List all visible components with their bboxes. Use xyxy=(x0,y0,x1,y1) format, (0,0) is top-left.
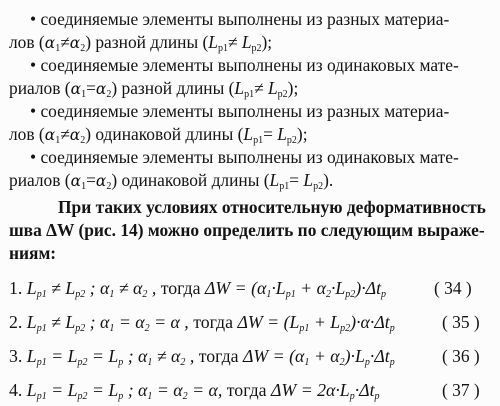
formula-number: 1. xyxy=(9,278,23,298)
formula-number: 2. xyxy=(9,312,23,332)
formula-number: 3. xyxy=(9,346,23,366)
condition-3-line-1: • соединяемые элементы выполнены из разных материа- xyxy=(30,101,450,121)
formula-36 xyxy=(9,345,500,367)
condition-1-line-1: • соединяемые элементы выполнены из разных материа- xyxy=(30,9,450,29)
formula-then: тогда xyxy=(160,278,201,298)
formula-37 xyxy=(9,379,500,401)
formula-then: тогда xyxy=(193,312,233,332)
condition-1-line-2: лов $(\alpha_1\ne\alpha_2)$ разной длины $(L_{p1}\ne L_{p2})$; xyxy=(9,32,273,54)
formula-then: тогда xyxy=(198,346,239,366)
condition-2-line-1: • соединяемые элементы выполнены из одинаковых мате- xyxy=(30,55,459,75)
paragraph-line-1: При таких условиях относительную деформативность xyxy=(58,197,486,217)
formula-then: тогда xyxy=(226,380,267,400)
formula-condition: $L_{p1} \ne L_{p2}$ ; $\alpha_1 \ne \alpha_2$ , xyxy=(26,278,157,300)
equation-number-37: ( 37 ) xyxy=(442,380,480,400)
paragraph-line-2: шва ΔW (рис. 14) можно определить по следующим выраже- xyxy=(9,220,485,240)
formula-expression: $\Delta W = (\alpha_1 + \alpha_2)\cdot L_p\cdot\Delta t_p$ xyxy=(242,346,395,368)
condition-4-line-1: • соединяемые элементы выполнены из одинаковых мате- xyxy=(30,147,459,167)
formula-condition: $L_{p1} \ne L_{p2}$ ; $\alpha_1 = \alpha_2 = \alpha$ , xyxy=(26,312,189,334)
condition-4-line-2: риалов $(\alpha_1=\alpha_2)$ одинаковой длины $(L_{p1}= L_{p2})$. xyxy=(9,170,334,192)
formula-number: 4. xyxy=(9,380,23,400)
equation-number-35: ( 35 ) xyxy=(442,312,480,332)
formula-condition: $L_{p1} = L_{p2} = L_p$ ; $\alpha_1 \ne \alpha_2$ , xyxy=(26,346,195,368)
condition-2-line-2: риалов $(\alpha_1=\alpha_2)$ разной длины $(L_{p1}\ne L_{p2})$; xyxy=(9,78,299,100)
equation-number-34: ( 34 ) xyxy=(434,278,472,298)
formula-expression: $\Delta W = (\alpha_1\cdot L_{p1} + \alpha_2\cdot L_{p2})\cdot\Delta t_p$ xyxy=(204,278,387,300)
equation-number-36: ( 36 ) xyxy=(442,346,480,366)
formula-expression: $\Delta W = 2\alpha\cdot L_p\cdot\Delta t_p$ xyxy=(271,380,380,402)
formula-35 xyxy=(9,311,500,333)
formula-condition: $L_{p1} = L_{p2} = L_p$ ; $\alpha_1 = \alpha_2 = \alpha$, xyxy=(26,380,223,402)
formula-34 xyxy=(9,277,500,299)
formula-expression: $\Delta W = (L_{p1} + L_{p2})\cdot\alpha\cdot\Delta t_p$ xyxy=(237,312,395,334)
condition-3-line-2: лов $(\alpha_1\ne\alpha_2)$ одинаковой длины $(L_{p1}= L_{p2})$; xyxy=(9,124,308,146)
paragraph-line-3: ниям: xyxy=(9,243,57,263)
